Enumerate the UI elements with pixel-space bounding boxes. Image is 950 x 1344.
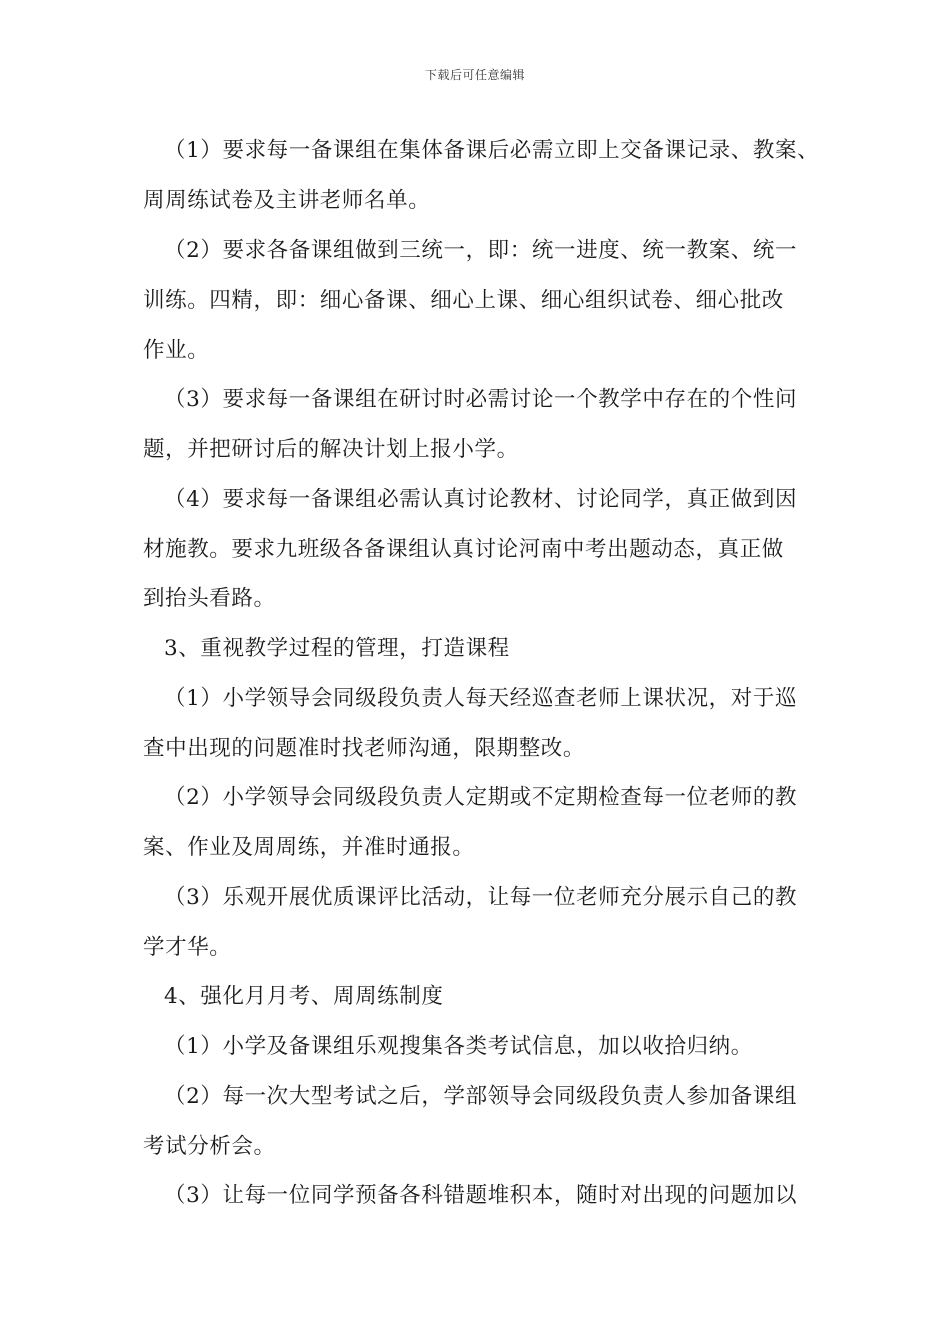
paragraph-line: 训练。四精，即：细心备课、细心上课、细心组织试卷、细心批改 [143, 288, 784, 313]
paragraph-line: （3）要求每一备课组在研讨时必需讨论一个教学中存在的个性问 [164, 387, 798, 412]
paragraph-line: （1）要求每一备课组在集体备课后必需立即上交备课记录、教案、 [164, 138, 820, 163]
paragraph-line: 材施教。要求九班级各备课组认真讨论河南中考出题动态，真正做 [143, 537, 784, 562]
page-header: 下载后可任意编辑 [424, 68, 525, 82]
paragraph-line: （2）每一次大型考试之后，学部领导会同级段负责人参加备课组 [164, 1084, 798, 1109]
paragraph-line: （4）要求每一备课组必需认真讨论教材、讨论同学，真正做到因 [164, 487, 798, 512]
paragraph-line: 查中出现的问题准时找老师沟通，限期整改。 [143, 736, 586, 761]
paragraph-line: 到抬头看路。 [143, 586, 276, 611]
paragraph-line: 作业。 [143, 338, 210, 363]
section-heading: 4、强化月月考、周周练制度 [164, 984, 444, 1009]
paragraph-line: （2）小学领导会同级段负责人定期或不定期检查每一位老师的教 [164, 785, 798, 810]
paragraph-line: 周周练试卷及主讲老师名单。 [143, 188, 431, 213]
paragraph-line: （1）小学领导会同级段负责人每天经巡查老师上课状况，对于巡 [164, 686, 798, 711]
paragraph-line: （2）要求各备课组做到三统一，即：统一进度、统一教案、统一 [164, 238, 798, 263]
paragraph-line: 考试分析会。 [143, 1134, 276, 1159]
paragraph-line: 题，并把研讨后的解决计划上报小学。 [143, 437, 519, 462]
paragraph-line: （3）乐观开展优质课评比活动，让每一位老师充分展示自己的教 [164, 885, 798, 910]
paragraph-line: （1）小学及备课组乐观搜集各类考试信息，加以收拾归纳。 [164, 1034, 753, 1059]
paragraph-line: 案、作业及周周练，并准时通报。 [143, 835, 475, 860]
paragraph-line: 学才华。 [143, 935, 232, 960]
paragraph-line: （3）让每一位同学预备各科错题堆积本，随时对出现的问题加以 [164, 1183, 798, 1208]
section-heading: 3、重视教学过程的管理，打造课程 [164, 636, 510, 661]
